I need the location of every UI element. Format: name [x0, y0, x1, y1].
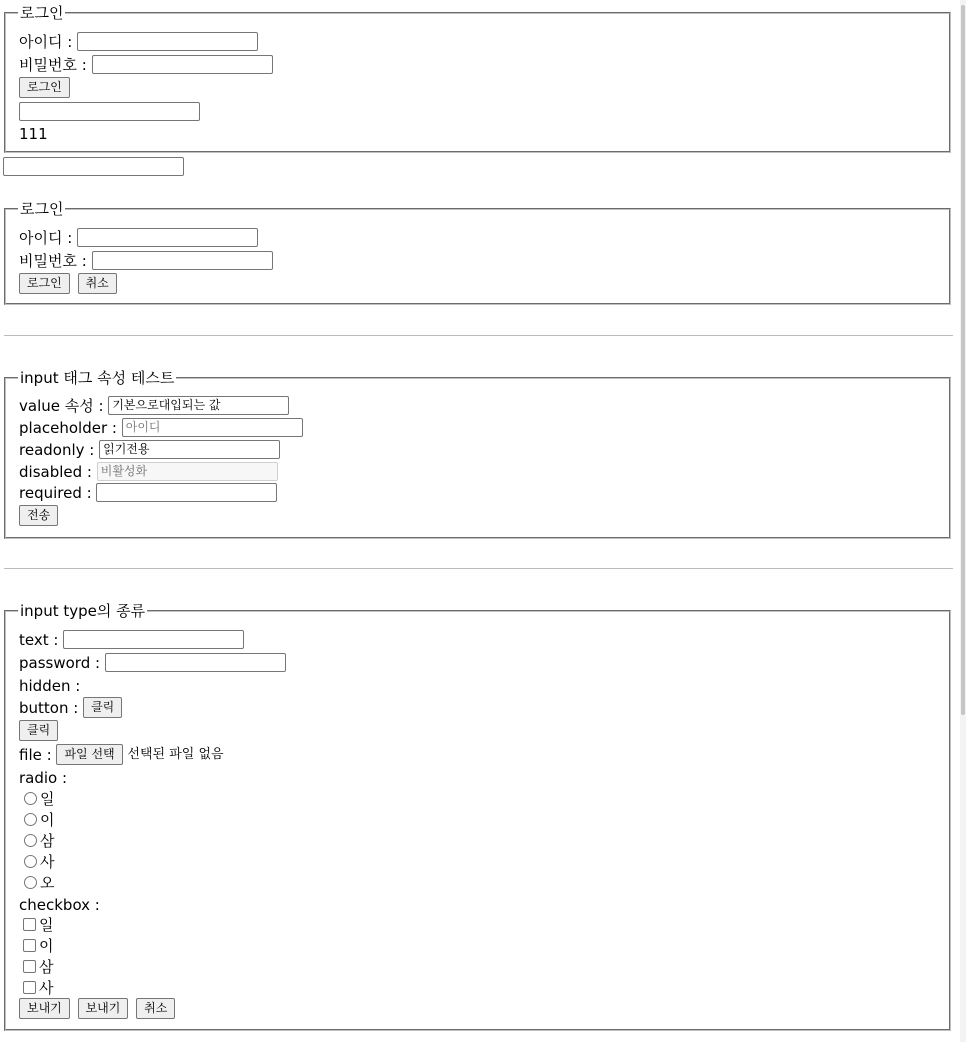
- id-input[interactable]: [77, 32, 258, 51]
- checkbox[interactable]: [23, 981, 36, 994]
- click-button-2[interactable]: 클릭: [19, 720, 58, 741]
- readonly-input[interactable]: 읽기전용: [99, 440, 280, 459]
- text-input[interactable]: [63, 630, 244, 649]
- input-types-fieldset: [4, 602, 951, 1031]
- file-status: 선택된 파일 없음: [127, 746, 224, 762]
- divider-2: [4, 568, 953, 569]
- attributes-legend: input 태그 속성 테스트: [20, 369, 175, 387]
- checkbox-option-label: 삼: [39, 957, 54, 976]
- checkbox-label: checkbox :: [19, 895, 100, 914]
- checkbox-option-label: 사: [39, 978, 54, 997]
- checkbox-option-label: 이: [39, 936, 54, 955]
- radio-button[interactable]: [24, 813, 37, 826]
- password-label: 비밀번호 :: [19, 55, 87, 74]
- cancel-button[interactable]: 취소: [78, 273, 117, 294]
- radio-button[interactable]: [24, 792, 37, 805]
- radio-option[interactable]: [19, 851, 55, 871]
- login-fieldset-1: [4, 4, 951, 153]
- readonly-label: readonly :: [19, 440, 95, 459]
- radio-option[interactable]: [19, 809, 55, 829]
- radio-button[interactable]: [24, 834, 37, 847]
- radio-option-label: 삼: [40, 831, 55, 850]
- password-input[interactable]: [92, 55, 273, 74]
- radio-option-label: 일: [40, 789, 55, 808]
- placeholder-input[interactable]: 아이디: [122, 418, 303, 437]
- login-legend-1: 로그인: [20, 4, 64, 22]
- radio-option-label: 사: [40, 852, 55, 871]
- file-choose-button[interactable]: 파일 선택: [56, 744, 122, 765]
- scrollbar-thumb[interactable]: [961, 5, 965, 715]
- id-label: 아이디 :: [19, 228, 73, 247]
- checkbox[interactable]: [23, 918, 36, 931]
- divider-1: [4, 335, 953, 336]
- hidden-label: hidden :: [19, 676, 81, 695]
- required-label: required :: [19, 483, 92, 502]
- attributes-fieldset: [4, 369, 951, 539]
- login-button[interactable]: 로그인: [19, 273, 70, 294]
- login-legend-2: 로그인: [20, 200, 64, 218]
- extra-input[interactable]: [19, 102, 200, 121]
- value-input[interactable]: 기본으로대입되는 값: [108, 396, 289, 415]
- radio-label: radio :: [19, 768, 68, 787]
- radio-option-label: 이: [40, 810, 55, 829]
- input-types-legend: input type의 종류: [20, 602, 146, 620]
- text-label: text :: [19, 630, 59, 649]
- placeholder-label: placeholder :: [19, 418, 117, 437]
- password-label: 비밀번호 :: [19, 251, 87, 270]
- radio-option[interactable]: [19, 830, 55, 850]
- checkbox[interactable]: [23, 939, 36, 952]
- checkbox-option[interactable]: [19, 914, 54, 934]
- submit-button[interactable]: 전송: [19, 505, 58, 526]
- cancel-button[interactable]: 취소: [136, 998, 175, 1019]
- radio-option[interactable]: [19, 872, 55, 892]
- send-button[interactable]: 보내기: [19, 998, 70, 1019]
- required-input[interactable]: [96, 483, 277, 502]
- standalone-input[interactable]: [3, 157, 184, 176]
- disabled-input: 비활성화: [97, 462, 278, 481]
- login-fieldset-2: [4, 200, 951, 305]
- password-type-label: password :: [19, 653, 101, 672]
- file-label: file :: [19, 745, 52, 764]
- checkbox[interactable]: [23, 960, 36, 973]
- radio-button[interactable]: [24, 876, 37, 889]
- value-label: value 속성 :: [19, 396, 104, 415]
- password-input[interactable]: [92, 251, 273, 270]
- button-type-label: button :: [19, 698, 79, 717]
- disabled-label: disabled :: [19, 462, 92, 481]
- checkbox-option[interactable]: [19, 977, 54, 997]
- radio-option-label: 오: [40, 873, 55, 892]
- send-button-2[interactable]: 보내기: [78, 998, 129, 1019]
- checkbox-option-label: 일: [39, 915, 54, 934]
- checkbox-option[interactable]: [19, 935, 54, 955]
- vertical-scrollbar[interactable]: [960, 0, 966, 1042]
- id-label: 아이디 :: [19, 32, 73, 51]
- click-button[interactable]: 클릭: [83, 697, 122, 718]
- radio-option[interactable]: [19, 788, 55, 808]
- checkbox-option[interactable]: [19, 956, 54, 976]
- radio-button[interactable]: [24, 855, 37, 868]
- output-text: 111: [19, 124, 48, 143]
- password-type-input[interactable]: [105, 653, 286, 672]
- login-button[interactable]: 로그인: [19, 77, 70, 98]
- id-input[interactable]: [77, 228, 258, 247]
